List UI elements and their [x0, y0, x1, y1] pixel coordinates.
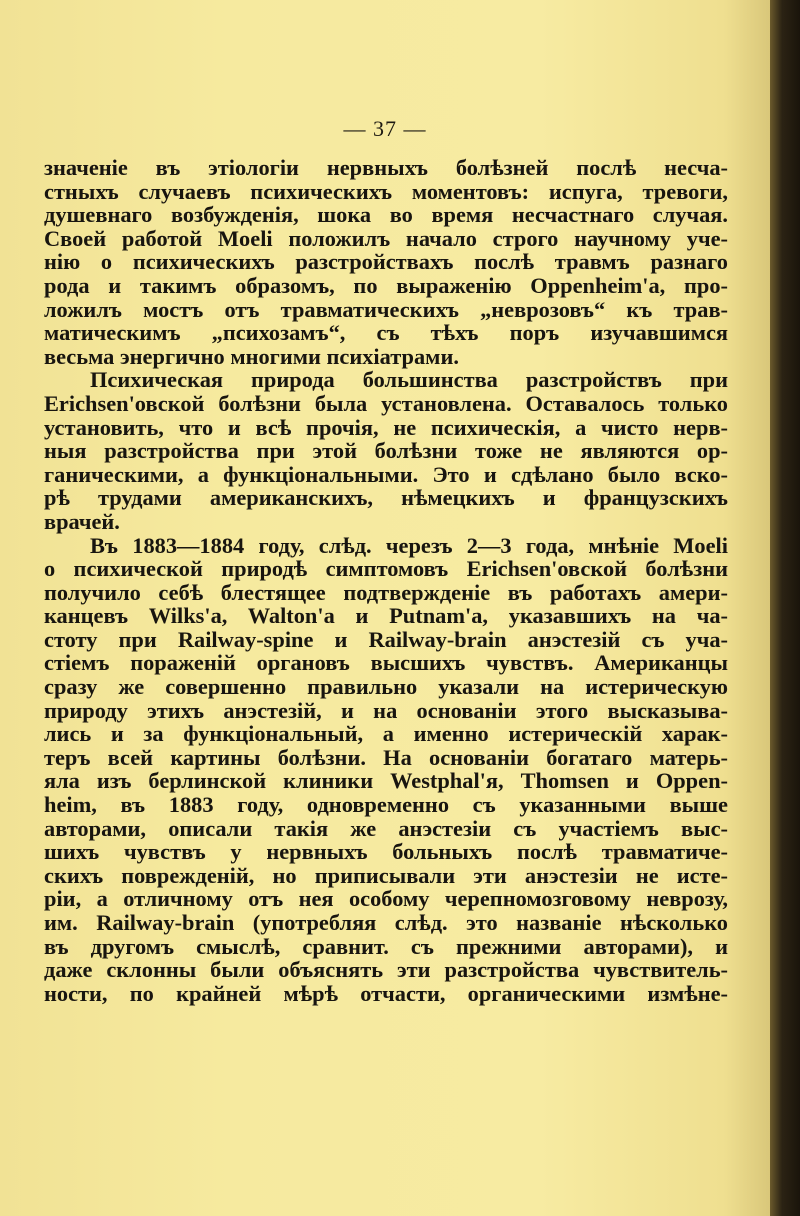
text-line: стныхъ случаевъ психическихъ моментовъ: испуга, тревоги,	[44, 178, 728, 204]
book-binding-edge	[770, 0, 800, 1216]
text-line: авторами, описали такія же анэстезіи съ участіемъ выс-	[44, 815, 728, 841]
text-line: Своей работой Moeli положилъ начало строго научному уче-	[44, 225, 728, 251]
text-line: heim, въ 1883 году, одновременно съ указанными выше	[44, 792, 728, 818]
text-line: врачей.	[44, 508, 120, 534]
text-line: лись и за функціональный, а именно истерическій харак-	[44, 721, 728, 747]
text-line: весьма энергично многими психіатрами.	[44, 343, 459, 369]
text-line: стіемъ пораженій органовъ высшихъ чувствъ. Американцы	[44, 650, 728, 676]
text-line: сразу же совершенно правильно указали на истерическую	[44, 674, 728, 700]
text-line: ріи, а отличному отъ нея особому черепномозговому неврозу,	[44, 886, 728, 912]
text-line: нію о психическихъ разстройствахъ послѣ травмъ разнаго	[44, 249, 728, 275]
text-line: матическимъ „психозамъ“, съ тѣхъ поръ изучавшимся	[44, 320, 728, 346]
text-line: ганическими, а функціональными. Это и сдѣлано было вско-	[44, 461, 728, 487]
text-line: въ другомъ смыслѣ, сравнит. съ прежними авторами), и	[44, 933, 728, 959]
text-line: канцевъ Wilks'a, Walton'a и Putnam'a, указавшихъ на ча-	[44, 603, 728, 629]
text-line: получило себѣ блестящее подтвержденіе въ работахъ амери-	[44, 579, 728, 605]
text-line: им. Railway-brain (употребляя слѣд. это названіе нѣсколько	[44, 910, 728, 935]
text-line: ности, по крайней мѣрѣ отчасти, органическими измѣне-	[44, 980, 728, 1006]
paragraph-first-line: Въ 1883—1884 году, слѣд. черезъ 2—3 года, мнѣніе Moeli	[90, 532, 728, 558]
text-line: Erichsen'овской болѣзни была установлена. Оставалось только	[44, 390, 728, 416]
text-line: скихъ поврежденій, но приписывали эти анэстезіи не исте-	[44, 862, 728, 888]
body-text	[44, 156, 728, 1005]
paragraph-first-line: Психическая природа большинства разстройствъ при	[90, 367, 728, 393]
text-line: установить, что и всѣ прочія, не психическія, а чисто нерв-	[44, 414, 728, 440]
text-line: шихъ чувствъ у нервныхъ больныхъ послѣ травматиче-	[44, 839, 728, 865]
text-line: значеніе въ этіологіи нервныхъ болѣзней послѣ несча-	[44, 155, 728, 180]
text-line: яла изъ берлинской клиники Westphal'я, Thomsen и Oppen-	[44, 768, 728, 794]
text-line: о психической природѣ симптомовъ Erichsen'овской болѣзни	[44, 556, 728, 582]
text-line: природу этихъ анэстезій, и на основаніи этого высказыва-	[44, 697, 728, 723]
text-line: ложилъ мостъ отъ травматическихъ „неврозовъ“ къ трав-	[44, 296, 728, 322]
text-line: даже склонны были объяснять эти разстройства чувствитель-	[44, 957, 728, 983]
text-line: рѣ трудами американскихъ, нѣмецкихъ и французскихъ	[44, 485, 728, 511]
text-line: теръ всей картины болѣзни. На основаніи богатаго матерь-	[44, 744, 728, 770]
page-number: — 37 —	[343, 116, 427, 141]
text-line: рода и такимъ образомъ, по выраженію Oppenheim'a, про-	[44, 272, 728, 298]
text-line: стоту при Railway-spine и Railway-brain анэстезій съ уча-	[44, 626, 728, 652]
text-line: ныя разстройства при этой болѣзни тоже не являются ор-	[44, 438, 728, 464]
text-line: душевнаго возбужденія, шока во время несчастнаго случая.	[44, 202, 728, 228]
